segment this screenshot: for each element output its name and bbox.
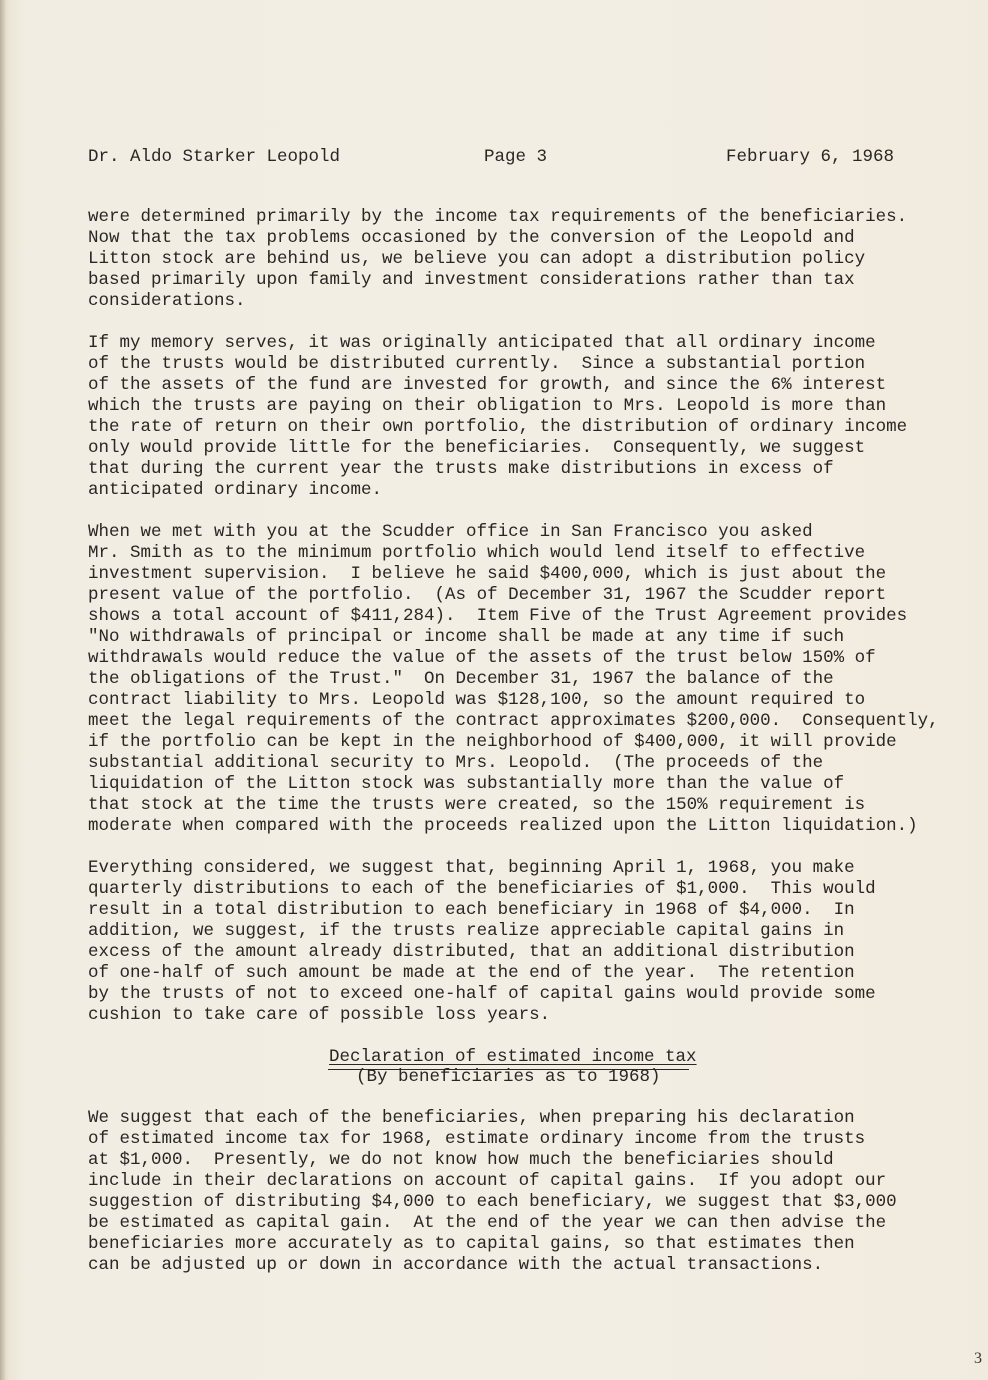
page-edge-shadow	[0, 0, 6, 1380]
text-line: be estimated as capital gain. At the end of the year we can then advise the	[88, 1213, 887, 1233]
text-line: can be adjusted up or down in accordance with the actual transactions.	[88, 1255, 824, 1275]
paragraph-1	[88, 207, 968, 312]
text-line: which the trusts are paying on their obligation to Mrs. Leopold is more than	[88, 396, 887, 416]
text-line: investment supervision. I believe he said $400,000, which is just about the	[88, 564, 887, 584]
text-line: contract liability to Mrs. Leopold was $128,100, so the amount required to	[88, 690, 866, 710]
text-line: shows a total account of $411,284). Item Five of the Trust Agreement provides	[88, 606, 908, 626]
text-line: that stock at the time the trusts were created, so the 150% requirement is	[88, 795, 866, 815]
text-line: quarterly distributions to each of the beneficiaries of $1,000. This would	[88, 879, 876, 899]
text-line: moderate when compared with the proceeds realized upon the Litton liquidation.)	[88, 816, 918, 836]
text-line: "No withdrawals of principal or income shall be made at any time if such	[88, 627, 845, 647]
section-heading	[88, 1047, 968, 1088]
text-line: the obligations of the Trust." On December 31, 1967 the balance of the	[88, 669, 834, 689]
paragraph-4	[88, 858, 968, 1026]
text-line: Now that the tax problems occasioned by the conversion of the Leopold and	[88, 228, 855, 248]
header-recipient: Dr. Aldo Starker Leopold	[88, 147, 341, 167]
text-line: anticipated ordinary income.	[88, 480, 383, 500]
text-line: Everything considered, we suggest that, beginning April 1, 1968, you make	[88, 858, 855, 878]
text-line: of one-half of such amount be made at the end of the year. The retention	[88, 963, 855, 983]
text-line: addition, we suggest, if the trusts realize appreciable capital gains in	[88, 921, 845, 941]
text-line: were determined primarily by the income tax requirements of the beneficiaries.	[88, 207, 908, 227]
text-line: at $1,000. Presently, we do not know how much the beneficiaries should	[88, 1150, 834, 1170]
text-line: We suggest that each of the beneficiaries, when preparing his declaration	[88, 1108, 855, 1128]
text-line: If my memory serves, it was originally anticipated that all ordinary income	[88, 333, 876, 353]
text-line: beneficiaries more accurately as to capital gains, so that estimates then	[88, 1234, 855, 1254]
text-line: result in a total distribution to each beneficiary in 1968 of $4,000. In	[88, 900, 855, 920]
text-line: of the trusts would be distributed currently. Since a substantial portion	[88, 354, 866, 374]
text-line: of the assets of the fund are invested for growth, and since the 6% interest	[88, 375, 887, 395]
text-line: if the portfolio can be kept in the neighborhood of $400,000, it will provide	[88, 732, 897, 752]
text-line: liquidation of the Litton stock was substantially more than the value of	[88, 774, 845, 794]
paragraph-2	[88, 333, 968, 501]
section-heading-title	[88, 1047, 968, 1068]
text-line: excess of the amount already distributed, that an additional distribution	[88, 942, 855, 962]
letter-body	[88, 207, 968, 1297]
paragraph-5	[88, 1108, 968, 1276]
text-line: based primarily upon family and investment considerations rather than tax	[88, 270, 855, 290]
text-line: substantial additional security to Mrs. Leopold. (The proceeds of the	[88, 753, 824, 773]
text-line: the rate of return on their own portfolio, the distribution of ordinary income	[88, 417, 908, 437]
letter-header	[88, 144, 894, 170]
text-line: meet the legal requirements of the contract approximates $200,000. Consequently,	[88, 711, 939, 731]
text-line: include in their declarations on account of capital gains. If you adopt our	[88, 1171, 887, 1191]
paragraph-3	[88, 522, 968, 837]
text-line: present value of the portfolio. (As of December 31, 1967 the Scudder report	[88, 585, 887, 605]
page-number: 3	[974, 1350, 982, 1367]
text-line: When we met with you at the Scudder office in San Francisco you asked	[88, 522, 813, 542]
section-heading-title-text: Declaration of estimated income tax	[329, 1047, 697, 1067]
text-line: considerations.	[88, 291, 246, 311]
header-date: February 6, 1968	[725, 147, 894, 167]
text-line: Mr. Smith as to the minimum portfolio which would lend itself to effective	[88, 543, 866, 563]
section-heading-subtitle	[88, 1067, 968, 1088]
text-line: by the trusts of not to exceed one-half of capital gains would provide some	[88, 984, 876, 1004]
text-line: of estimated income tax for 1968, estimate ordinary income from the trusts	[88, 1129, 866, 1149]
text-line: only would provide little for the beneficiaries. Consequently, we suggest	[88, 438, 866, 458]
section-heading-subtitle-text: (By beneficiaries as to 1968)	[328, 1069, 689, 1084]
text-line: cushion to take care of possible loss years.	[88, 1005, 551, 1025]
text-line: suggestion of distributing $4,000 to each beneficiary, we suggest that $3,000	[88, 1192, 897, 1212]
text-line: that during the current year the trusts make distributions in excess of	[88, 459, 834, 479]
text-line: Litton stock are behind us, we believe you can adopt a distribution policy	[88, 249, 866, 269]
header-page-label: Page 3	[484, 147, 548, 167]
text-line: withdrawals would reduce the value of the assets of the trust below 150% of	[88, 648, 876, 668]
